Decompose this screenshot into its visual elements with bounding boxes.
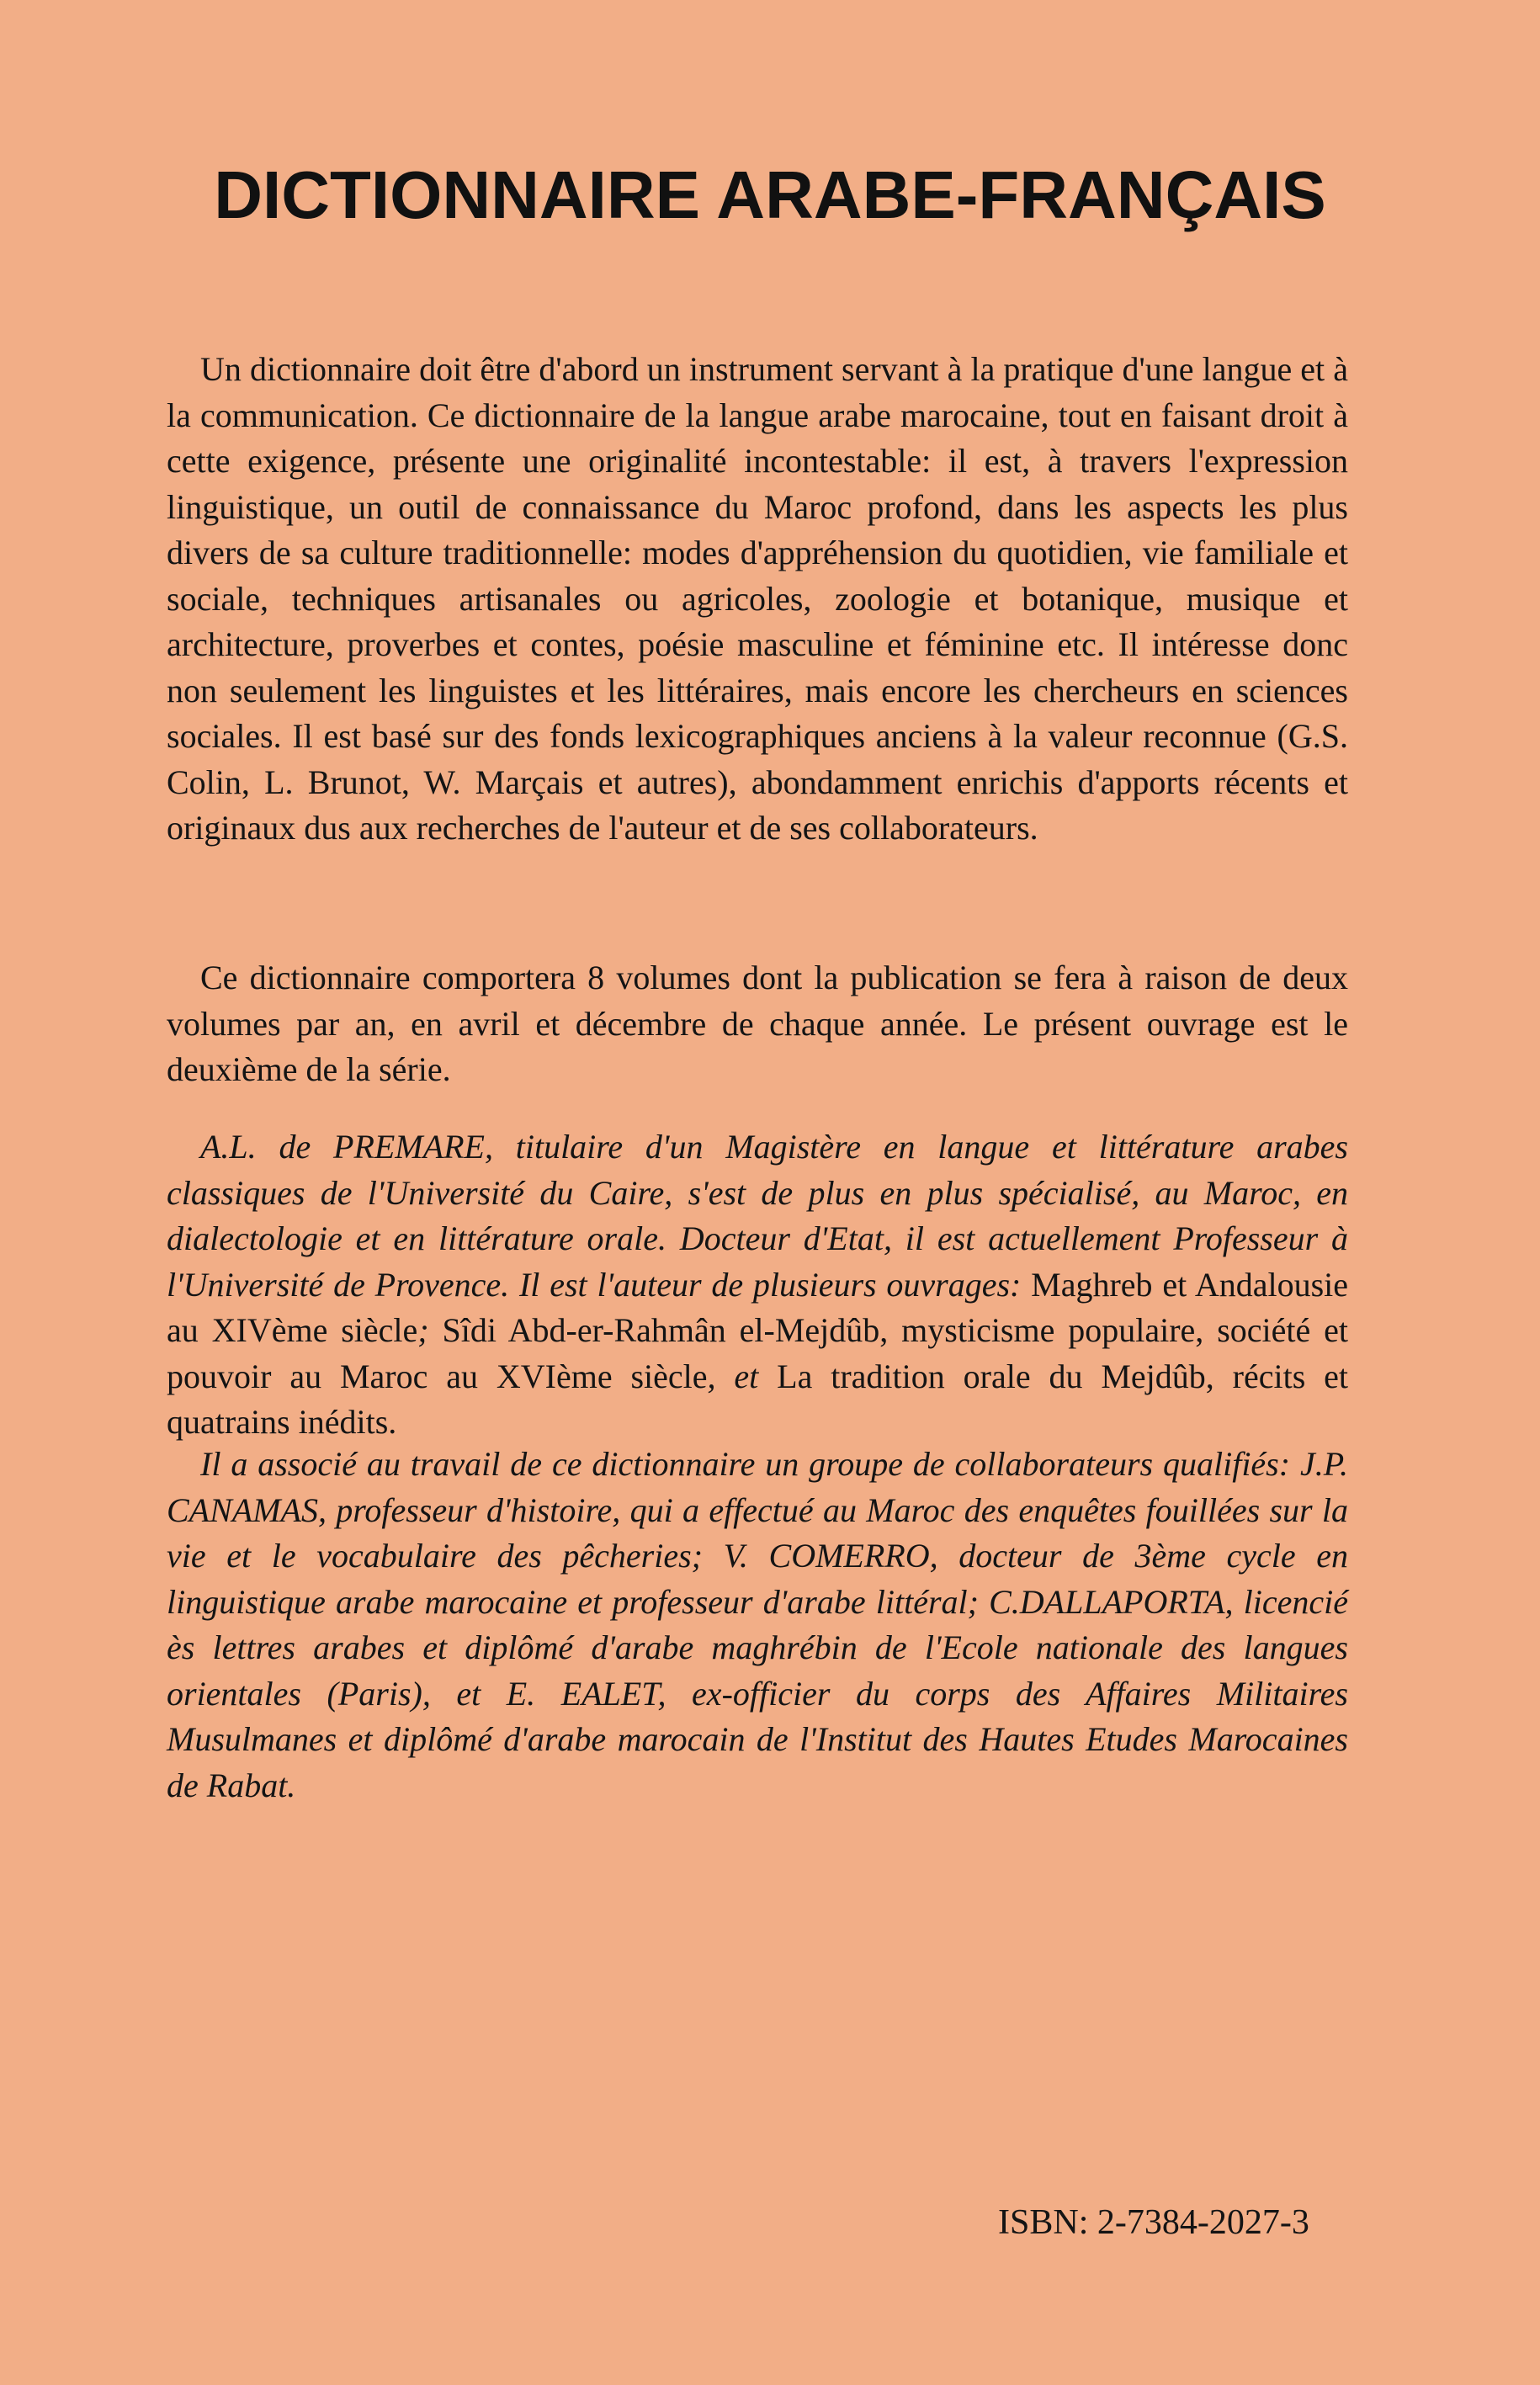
author-work-separator-1: ; [417, 1311, 443, 1349]
author-work-separator-2: , et [707, 1357, 778, 1395]
publication-paragraph: Ce dictionnaire comportera 8 volumes dont la publication se fera à raison de deux volumes par an, en avril et décembre de chaque année. Le présent ouvrage est le deuxième de la série. [167, 959, 1348, 1088]
author-bio-intro: , titulaire d'un Magistère en langue et littérature arabes classiques de l'Université du Caire, s'est de plus en plus spécialisé, au Maroc, en dialectologie et en littérature orale. Docteur d'Etat, il est actuellement Professeur à l'Université de Provence. Il est l'auteur de plusieurs ouvrages: [167, 1128, 1348, 1304]
author-work-2: Sîdi Abd-er-Rahmân el-Mejdûb, mysticisme populaire, société et pouvoir au Maroc au XVIème siècle [167, 1311, 1348, 1395]
author-work-1: Maghreb et Andalousie au XIVème siècle [167, 1265, 1349, 1349]
author-bio-paragraph [167, 1124, 1348, 1446]
author-work-3: La tradition orale du Mejdûb, récits et quatrains inédits. [167, 1357, 1349, 1441]
book-title: DICTIONNAIRE ARABE-FRANÇAIS [214, 157, 1326, 232]
collaborators-paragraph: Il a associé au travail de ce dictionnaire un groupe de collaborateurs qualifiés: J.P. CANAMAS, professeur d'histoire, qui a effectué au Maroc des enquêtes fouillées sur la vie et le vocabulaire des pêcheries; V. COMERRO, docteur de 3ème cycle en linguistique arabe marocaine et professeur d'arabe littéral; C.DALLAPORTA, licencié ès lettres arabes et diplômé d'arabe maghrébin de l'Ecole nationale des langues orientales (Paris), et E. EALET, ex-officier du corps des Affaires Militaires Musulmanes et diplômé d'arabe marocain de l'Institut des Hautes Etudes Marocaines de Rabat. [167, 1445, 1348, 1804]
author-name: A.L. de PREMARE [200, 1128, 485, 1166]
description-paragraph: Un dictionnaire doit être d'abord un instrument servant à la pratique d'une langue et à la communication. Ce dictionnaire de la langue arabe marocaine, tout en faisant droit à cette exigence, présente une originalité incontestable: il est, à travers l'expression linguistique, un outil de connaissance du Maroc profond, dans les aspects les plus divers de sa culture traditionnelle: modes d'appréhension du quotidien, vie familiale et sociale, techniques artisanales ou agricoles, zoologie et botanique, musique et architecture, proverbes et contes, poésie masculine et féminine etc. Il intéresse donc non seulement les linguistes et les littéraires, mais encore les chercheurs en sciences sociales. Il est basé sur des fonds lexicographiques anciens à la valeur reconnue (G.S. Colin, L. Brunot, W. Marçais et autres), abondamment enrichis d'apports récents et originaux dus aux recherches de l'auteur et de ses collaborateurs. [167, 350, 1348, 847]
isbn-label: ISBN: 2-7384-2027-3 [998, 2203, 1309, 2242]
